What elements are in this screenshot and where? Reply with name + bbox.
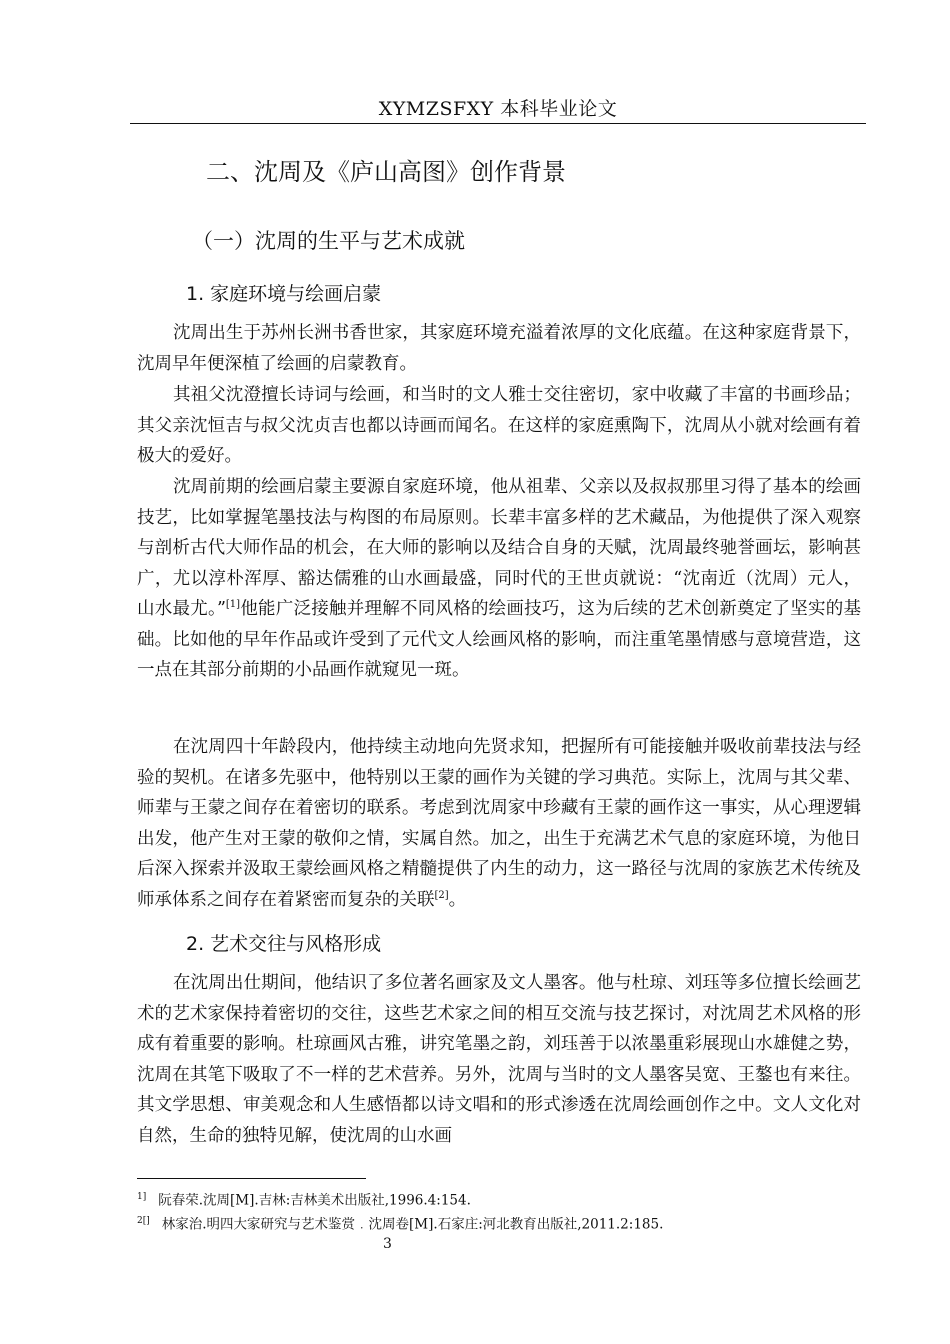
- citation-1: [1]: [225, 599, 241, 611]
- footnote-1-mark: 1]: [137, 1192, 147, 1202]
- footnote-1-text: 阮春荣.沈周[M].吉林:吉林美术出版社,1996.4:154.: [158, 1192, 471, 1209]
- section-title: 二、沈周及《庐山高图》创作背景: [206, 158, 566, 186]
- paragraph-5: 在沈周出仕期间，他结识了多位著名画家及文人墨客。他与杜琼、刘珏等多位擅长绘画艺术的艺术家保持着密切的交往，这些艺术家之间的相互交流与技艺探讨，对沈周艺术风格的形成有着重要的影响。杜琼画风古雅，讲究笔墨之韵，刘珏善于以浓墨重彩展现山水雄健之势，沈周在其笔下吸取了不一样的艺术营养。另外，沈周与当时的文人墨客吴宽、王鏊也有来往。其文学思想、审美观念和人生感悟都以诗文唱和的形式渗透在沈周绘画创作之中。文人文化对自然，生命的独特见解，使沈周的山水画: [137, 973, 861, 1146]
- footnote-2-mark: 2[]: [137, 1216, 150, 1226]
- paragraph-1: 沈周出生于苏州长洲书香世家，其家庭环境充溢着浓厚的文化底蕴。在这种家庭背景下，沈周早年便深植了绘画的启蒙教育。: [137, 323, 861, 374]
- paragraph-2: 其祖父沈澄擅长诗词与绘画，和当时的文人雅士交往密切，家中收藏了丰富的书画珍品；其父亲沈恒吉与叔父沈贞吉也都以诗画而闻名。在这样的家庭熏陶下，沈周从小就对绘画有着极大的爱好。: [137, 385, 861, 466]
- subsection-title: （一）沈周的生平与艺术成就: [192, 229, 465, 253]
- footnote-2: [137, 1212, 663, 1234]
- header-text: XYMZSFXY 本科毕业论文: [378, 98, 618, 120]
- footnote-2-text: 林家治.明四大家研究与艺术鉴赏﹒沈周卷[M].石家庄:河北教育出版社,2011.2:185.: [161, 1216, 664, 1233]
- section-heading-1: 1. 家庭环境与绘画启蒙: [186, 283, 382, 305]
- paragraph-3: 沈周前期的绘画启蒙主要源自家庭环境，他从祖辈、父亲以及叔叔那里习得了基本的绘画技艺，比如掌握笔墨技法与构图的布局原则。长辈丰富多样的艺术藏品，为他提供了深入观察与剖析古代大师作品的机会，在大师的影响以及结合自身的天赋，沈周最终驰誉画坛，影响甚广，尤以淳朴浑厚、豁达儒雅的山水画最盛，同时代的王世贞就说：“沈南近（沈周）元人，山水最尤。”[1]他能广泛接触并理解不同风格的绘画技巧，这为后续的艺术创新奠定了坚实的基础。比如他的早年作品或许受到了元代文人绘画风格的影响，而注重笔墨情感与意境营造，这一点在其部分前期的小品画作就窥见一斑。: [137, 477, 861, 680]
- citation-2: [2]: [434, 889, 449, 901]
- paragraph-4: 在沈周四十年龄段内，他持续主动地向先贤求知，把握所有可能接触并吸收前辈技法与经验的契机。在诸多先驱中，他特别以王蒙的画作为关键的学习典范。实际上，沈周与其父辈、师辈与王蒙之间存在着密切的联系。考虑到沈周家中珍藏有王蒙的画作这一事实，从心理逻辑出发，他产生对王蒙的敬仰之情，实属自然。加之，出生于充满艺术气息的家庭环境，为他日后深入探索并汲取王蒙绘画风格之精髓提供了内生的动力，这一路径与沈周的家族艺术传统及师承体系之间存在着紧密而复杂的关联[2]。: [137, 737, 861, 910]
- footnote-divider: [137, 1178, 366, 1179]
- footnote-1: [137, 1188, 471, 1210]
- page-number: 3: [383, 1236, 392, 1252]
- page-header: [130, 96, 866, 124]
- section-heading-2: 2. 艺术交往与风格形成: [186, 933, 382, 955]
